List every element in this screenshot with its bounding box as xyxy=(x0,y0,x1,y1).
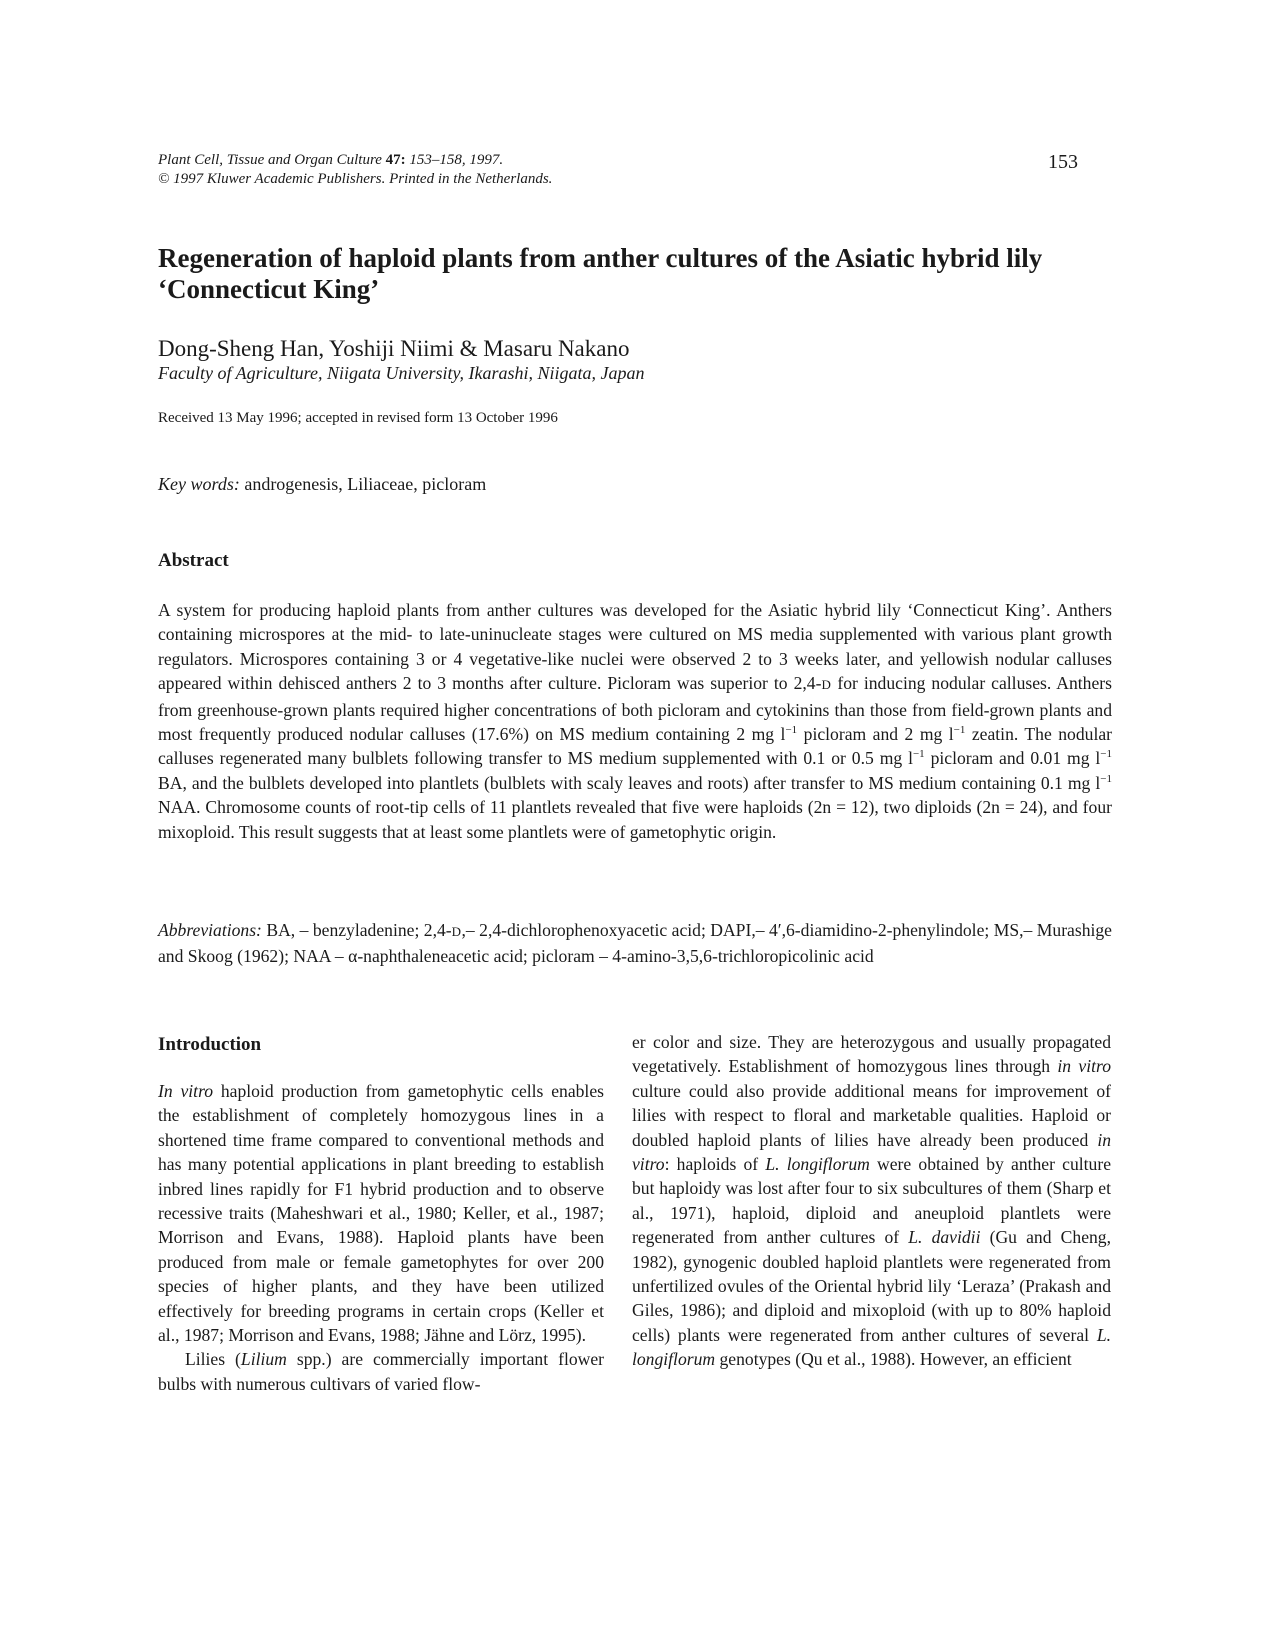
introduction-heading: Introduction xyxy=(158,1034,262,1055)
affiliation: Faculty of Agriculture, Niigata University, Ikarashi, Niigata, Japan xyxy=(158,363,645,383)
received-dates: Received 13 May 1996; accepted in revised form 13 October 1996 xyxy=(158,410,558,426)
abbreviations: Abbreviations: BA, – benzyladenine; 2,4-D,– 2,4-dichlorophenoxyacetic acid; DAPI,– 4′,6-diamidino-2-phenylindole; MS,– Murashige and Skoog (1962); NAA – α-naphthaleneacetic acid; picloram – 4-amino-3,5,6-trichloropicolinic acid xyxy=(158,920,1112,967)
intro-column-right xyxy=(632,1030,1111,1372)
copyright-line: © 1997 Kluwer Academic Publishers. Printed in the Netherlands. xyxy=(158,171,553,187)
page-number: 153 xyxy=(1048,151,1078,173)
journal-citation xyxy=(158,151,552,189)
keywords: Key words: androgenesis, Liliaceae, picloram xyxy=(158,474,487,494)
journal-line: Plant Cell, Tissue and Organ Culture 47: 153–158, 1997. xyxy=(158,152,504,168)
authors: Dong-Sheng Han, Yoshiji Niimi & Masaru Nakano xyxy=(158,336,630,361)
abstract-text: A system for producing haploid plants from anther cultures was developed for the Asiatic hybrid lily ‘Connecticut King’. Anthers containing microspores at the mid- to late-uninucleate stages were cultured on MS media supplemented with various plant growth regulators. Microspores containing 3 or 4 vegetative-like nuclei were observed 2 to 3 weeks later, and yellowish nodular calluses appeared within dehisced anthers 2 to 3 months after culture. Picloram was superior to 2,4-D for inducing nodular calluses. Anthers from greenhouse-grown plants required higher concentrations of both picloram and cytokinins than those from field-grown plants and most frequently produced nodular calluses (17.6%) on MS medium containing 2 mg $l^{-1}$ picloram and 2 mg $l^{-1}$ zeatin. The nodular calluses regenerated many bulblets following transfer to MS medium supplemented with 0.1 or 0.5 mg $l^{-1}$ picloram and 0.01 mg $l^{-1}$ BA, and the bulblets developed into plantlets (bulblets with scaly leaves and roots) after transfer to MS medium containing 0.1 mg $l^{-1}$ NAA. Chromosome counts of root-tip cells of 11 plantlets revealed that five were haploids (2n = 12), two diploids (2n = 24), and four mixoploid. This result suggests that at least some plantlets were of gametophytic origin. xyxy=(158,600,1113,842)
intro-paragraph-1: In vitro haploid production from gametophytic cells enables the establishment of completely homozygous lines in a shortened time frame compared to conventional methods and has many potential applications in plant breeding to establish inbred lines rapidly for F1 hybrid production and to observe recessive traits (Maheshwari et al., 1980; Keller, et al., 1987; Morrison and Evans, 1988). Haploid plants have been produced from male or female gametophytes for over 200 species of higher plants, and they have been utilized effectively for breeding programs in certain crops (Keller et al., 1987; Morrison and Evans, 1988; Jähne and Lörz, 1995). xyxy=(158,1081,604,1346)
intro-paragraph-continued: er color and size. They are heterozygous and usually propagated vegetatively. Establishment of homozygous lines through in vitro culture could also provide additional means for improvement of lilies with respect to floral and marketable qualities. Haploid or doubled haploid plants of lilies have already been produced in vitro: haploids of L. longiflorum were obtained by anther culture but haploidy was lost after four to six subcultures of them (Sharp et al., 1971), haploid, diploid and aneuploid plantlets were regenerated from anther cultures of L. davidii (Gu and Cheng, 1982), gynogenic doubled haploid plantlets were regenerated from unfertilized ovules of the Oriental hybrid lily ‘Leraza’ (Prakash and Giles, 1986); and diploid and mixoploid (with up to 80% haploid cells) plants were regenerated from anther cultures of several L. longiflorum genotypes (Qu et al., 1988). However, an efficient xyxy=(632,1032,1112,1370)
intro-column-left xyxy=(158,1079,604,1396)
article-title: Regeneration of haploid plants from anther cultures of the Asiatic hybrid lily ‘Connecticut King’ xyxy=(158,243,1043,304)
abstract-heading: Abstract xyxy=(158,550,229,571)
intro-paragraph-2: Lilies (Lilium spp.) are commercially important flower bulbs with numerous cultivars of varied flow- xyxy=(158,1349,605,1394)
